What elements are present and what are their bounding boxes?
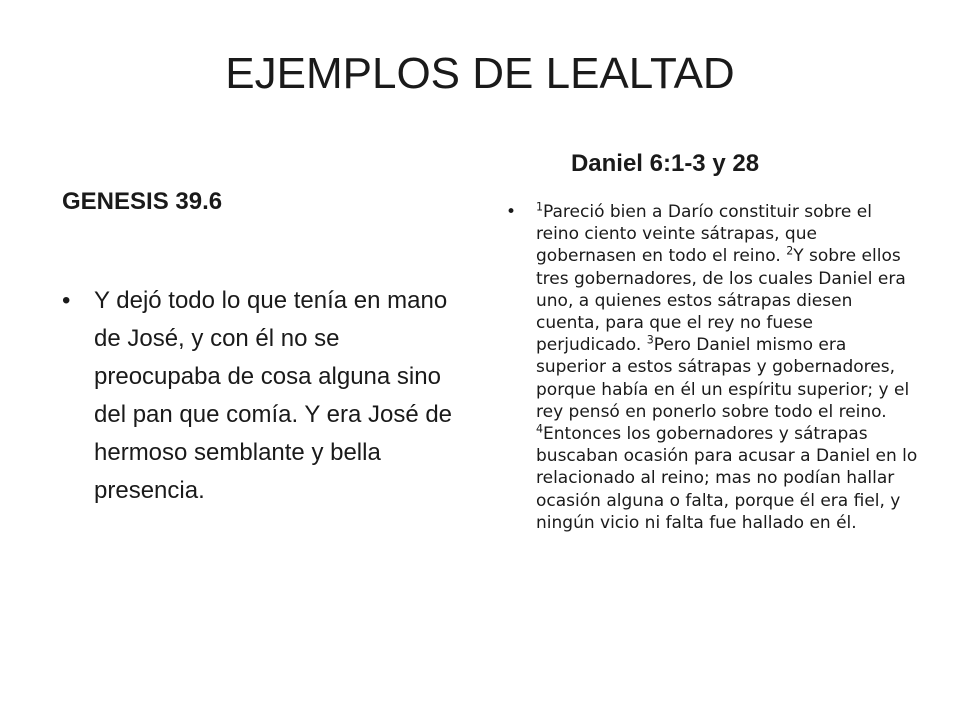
verse-text: Entonces los gobernadores y sátrapas buscaban ocasión para acusar a Daniel en lo relacionado al reino; mas no podían hallar ocasión alguna o falta, porque él era fiel, y ningún vicio ni falta fue hallado en él.: [536, 424, 918, 533]
verse-number: 4: [536, 422, 544, 436]
verse-text: Pero Daniel mismo era superior a estos sátrapas y gobernadores, porque había en él un espíritu superior; y el rey pensó en ponerlo sobre todo el reino.: [536, 335, 910, 422]
verse-number: 1: [536, 200, 544, 214]
right-bullet-item: [506, 201, 918, 534]
bullet-icon: •: [62, 287, 71, 314]
verse-text: Pareció bien a Darío constituir sobre el reino ciento veinte sátrapas, que gobernasen en todo el reino.: [536, 202, 872, 267]
right-heading: Daniel 6:1-3 y 28: [570, 150, 760, 177]
bullet-icon: •: [506, 202, 517, 222]
verse-4: [536, 424, 917, 533]
verse-text: Y sobre ellos tres gobernadores, de los cuales Daniel era uno, a quienes estos sátrapas diesen cuenta, para que el rey no fuese perjudicado.: [536, 246, 906, 356]
left-bullet-item: [62, 282, 462, 510]
left-bullet-text: Y dejó todo lo que tenía en mano de José, y con él no se preocupaba de cosa alguna sino del pan que comía. Y era José de hermoso semblante y bella presencia.: [94, 287, 453, 504]
left-heading: GENESIS 39.6: [62, 188, 223, 215]
verse-number: 2: [786, 244, 794, 258]
slide-title: EJEMPLOS DE LEALTAD: [225, 49, 735, 98]
verse-number: 3: [646, 333, 654, 347]
